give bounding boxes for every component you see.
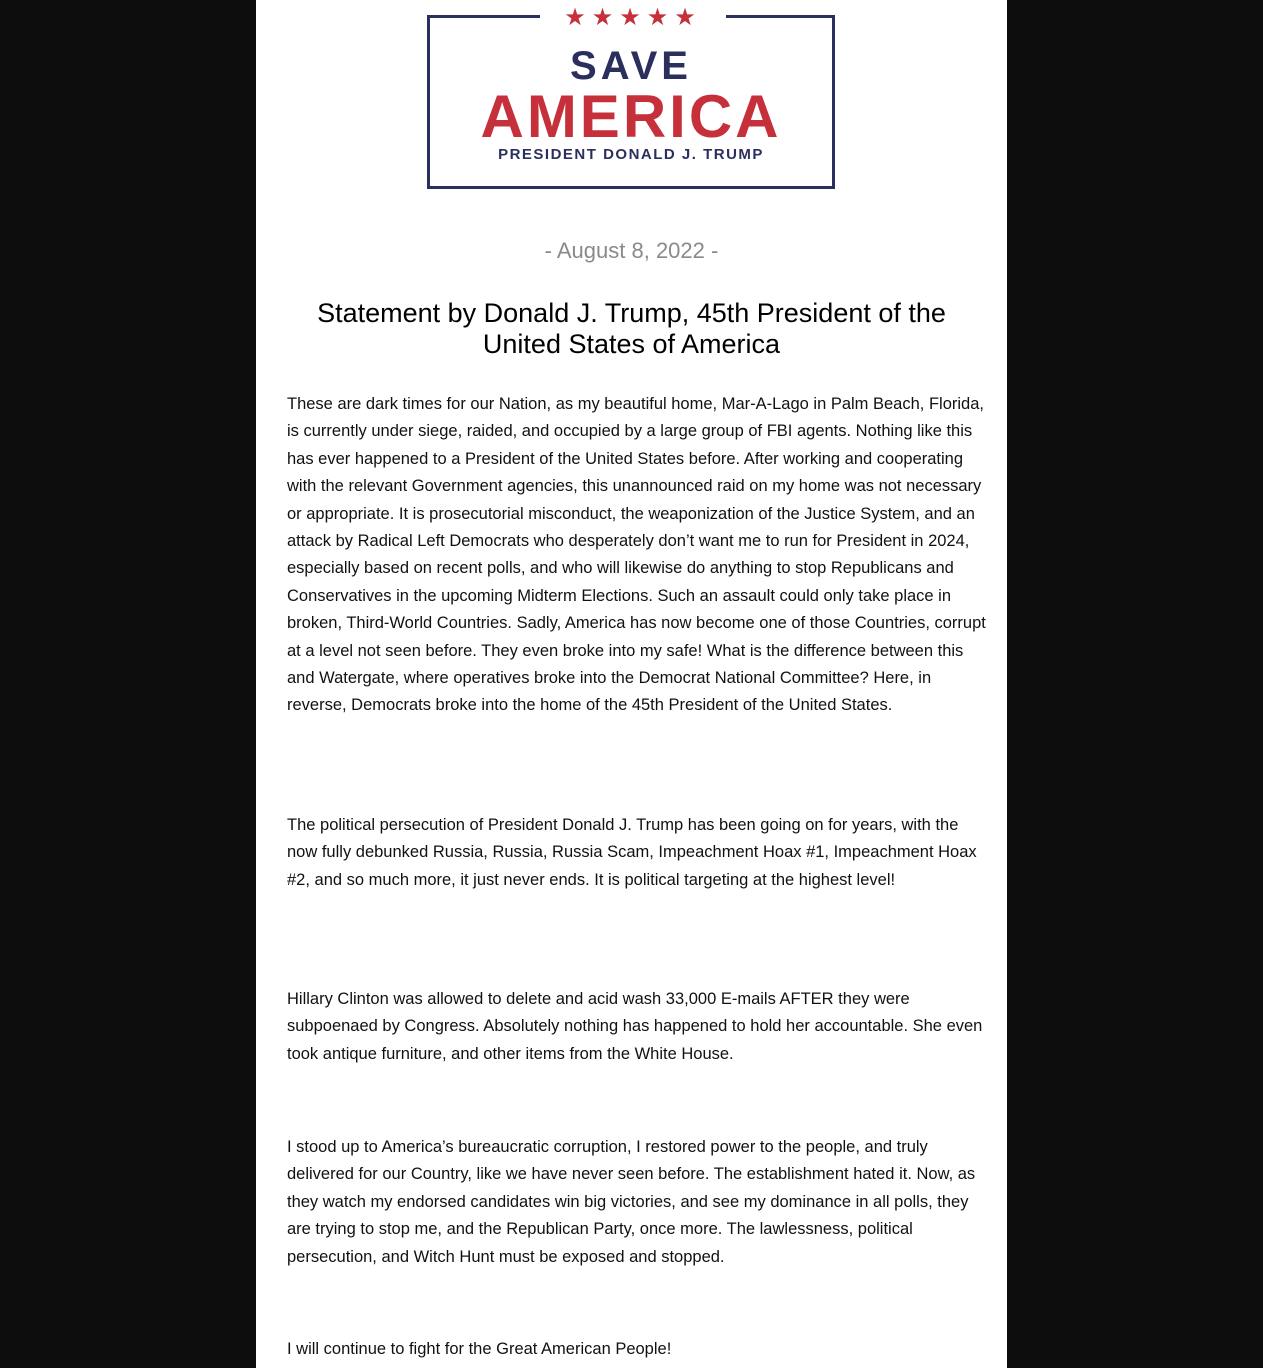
save-america-logo [427, 4, 835, 189]
logo-subtitle: PRESIDENT DONALD J. TRUMP [498, 146, 764, 163]
paragraph-3: Hillary Clinton was allowed to delete and acid wash 33,000 E-mails AFTER they were subpoenaed by Congress. Absolutely nothing has happened to hold her accountable. She even took antique furniture, and other items from the White House. [287, 990, 983, 1063]
paragraph-1: These are dark times for our Nation, as my beautiful home, Mar-A-Lago in Palm Beach, Florida, is currently under siege, raided, and occupied by a large group of FBI agents. Nothing like this has ever happened to a President of the United States before. After working and cooperating with the relevant Government agencies, this unannounced raid on my home was not necessary or appropriate. It is prosecutorial misconduct, the weaponization of the Justice System, and an attack by Radical Left Democrats who desperately don’t want me to run for President in 2024, especially based on recent polls, and who will likewise do anything to stop Republicans and Conservatives in the upcoming Midterm Elections. Such an assault could only take place in broken, Third-World Countries. Sadly, America has now become one of those Countries, corrupt at a level not seen before. They even broke into my safe! What is the difference between this and Watergate, where operatives broke into the Democrat National Committee? Here, in reverse, Democrats broke into the home of the 45th President of the United States. [287, 395, 986, 715]
statement-title: Statement by Donald J. Trump, 45th President of the United States of America [317, 298, 946, 359]
logo-save-text: SAVE [570, 44, 692, 88]
paragraph-2: The political persecution of President Donald J. Trump has been going on for years, with the now fully debunked Russia, Russia, Russia Scam, Impeachment Hoax #1, Impeachment Hoax #2, and so much more, it just never ends. It is political targeting at the highest level! [287, 816, 977, 889]
paragraph-5: I will continue to fight for the Great American People! [287, 1340, 672, 1358]
paragraph-4: I stood up to America’s bureaucratic corruption, I restored power to the people, and truly delivered for our Country, like we have never seen before. The establishment hated it. Now, as they watch my endorsed candidates win big victories, and see my dominance in all polls, they are trying to stop me, and the Republican Party, once more. The lawlessness, political persecution, and Witch Hunt must be exposed and stopped. [287, 1138, 976, 1266]
statement-page [256, 0, 1007, 1368]
stars-icon: ★★★★★ [564, 4, 702, 31]
statement-date: - August 8, 2022 - [544, 238, 719, 263]
logo-america-text: AMERICA [480, 83, 782, 150]
